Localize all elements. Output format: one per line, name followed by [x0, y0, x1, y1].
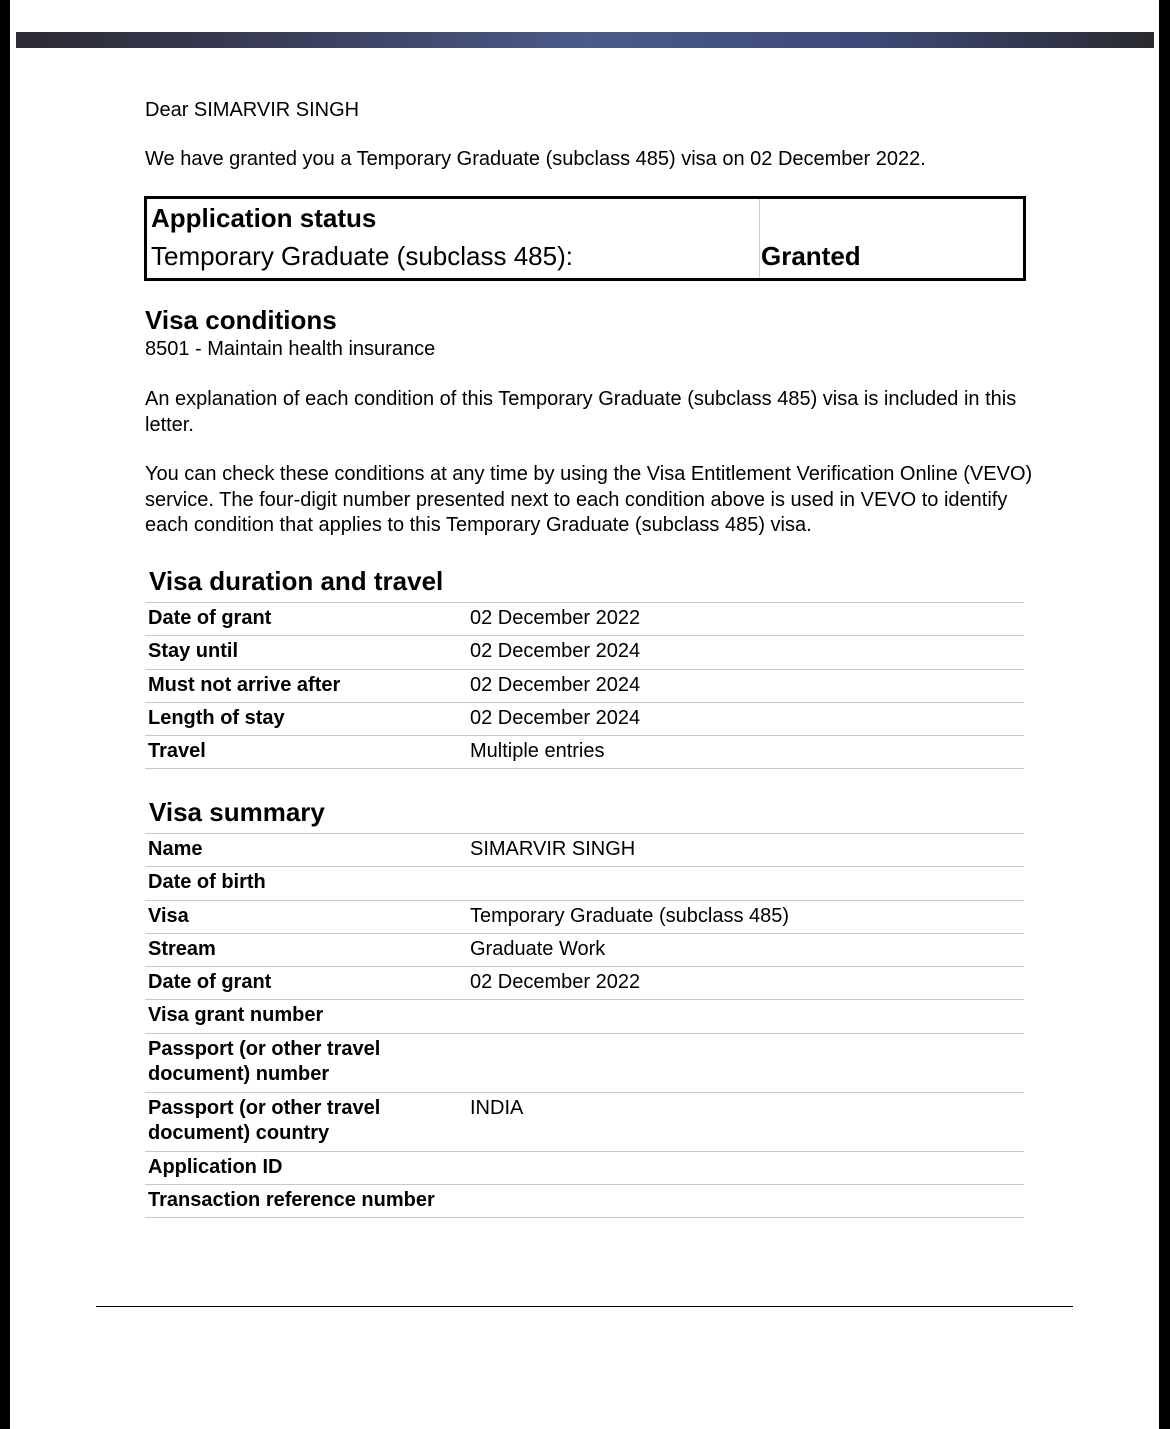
visa-summary-heading: Visa summary [149, 797, 325, 827]
row-value [470, 1034, 1024, 1092]
header-bar [16, 32, 1154, 48]
row-label: Transaction reference number [148, 1189, 435, 1212]
table-row [145, 636, 1024, 669]
row-label: Stream [148, 937, 216, 960]
table-row [145, 670, 1024, 703]
table-row [145, 901, 1024, 934]
status-divider [759, 199, 760, 278]
row-label: Passport (or other travel document) number [148, 1037, 381, 1086]
row-value [470, 1185, 1024, 1217]
application-status-visa-name: Temporary Graduate (subclass 485): [151, 241, 573, 271]
row-value: SIMARVIR SINGH [470, 838, 636, 860]
row-label: Must not arrive after [148, 673, 341, 696]
row-value: INDIA [470, 1096, 524, 1119]
row-value [470, 867, 1024, 899]
row-value [470, 1152, 1024, 1184]
row-label: Length of stay [148, 706, 285, 729]
greeting: Dear SIMARVIR SINGH [145, 99, 360, 121]
table-row [145, 736, 1024, 769]
row-value: 02 December 2024 [470, 640, 641, 663]
table-row [145, 703, 1024, 736]
visa-summary-table [145, 833, 1024, 1218]
row-value: Temporary Graduate (subclass 485) [470, 904, 790, 927]
visa-conditions-heading: Visa conditions [145, 305, 337, 335]
row-label: Date of grant [148, 971, 272, 994]
application-status-title: Application status [151, 203, 377, 233]
row-value: 02 December 2024 [470, 673, 641, 696]
table-row [145, 1000, 1024, 1033]
application-status-box [144, 196, 1026, 281]
letter-page [10, 0, 1159, 1429]
vevo-explanation: You can check these conditions at any time by using the Visa Entitlement Verification Online (VEVO) service. The four-digit number presented next to each condition above is used in VEVO to identify each condition that applies to this Temporary Graduate (subclass 485) visa. [145, 463, 1033, 536]
row-label: Date of birth [148, 871, 266, 894]
row-label: Stay until [148, 640, 239, 663]
row-value: Multiple entries [470, 740, 605, 763]
row-label: Visa [148, 904, 189, 927]
row-label: Date of grant [148, 607, 272, 629]
duration-travel-table [145, 602, 1024, 769]
row-value: 02 December 2024 [470, 706, 641, 729]
application-status-value: Granted [761, 241, 861, 271]
row-label: Application ID [148, 1155, 283, 1178]
row-label: Passport (or other travel document) country [148, 1096, 381, 1145]
row-label: Visa grant number [148, 1004, 324, 1027]
row-value [470, 1000, 1024, 1032]
row-label: Name [148, 838, 203, 860]
table-row [145, 1152, 1024, 1185]
footer-rule [96, 1306, 1073, 1307]
table-row [145, 1185, 1024, 1218]
row-value: Graduate Work [470, 937, 606, 960]
table-row [145, 867, 1024, 900]
table-row [145, 603, 1024, 636]
row-label: Travel [148, 740, 206, 763]
table-row [145, 934, 1024, 967]
row-value: 02 December 2022 [470, 607, 641, 629]
table-row [145, 1034, 1024, 1093]
visa-condition-item: 8501 - Maintain health insurance [145, 338, 436, 360]
duration-travel-heading: Visa duration and travel [149, 566, 444, 596]
table-row [145, 967, 1024, 1000]
table-row [145, 834, 1024, 867]
row-value: 02 December 2022 [470, 971, 641, 994]
table-row [145, 1093, 1024, 1152]
grant-intro: We have granted you a Temporary Graduate (subclass 485) visa on 02 December 2022. [145, 148, 926, 170]
conditions-explanation: An explanation of each condition of this Temporary Graduate (subclass 485) visa is included in this letter. [145, 388, 1017, 436]
